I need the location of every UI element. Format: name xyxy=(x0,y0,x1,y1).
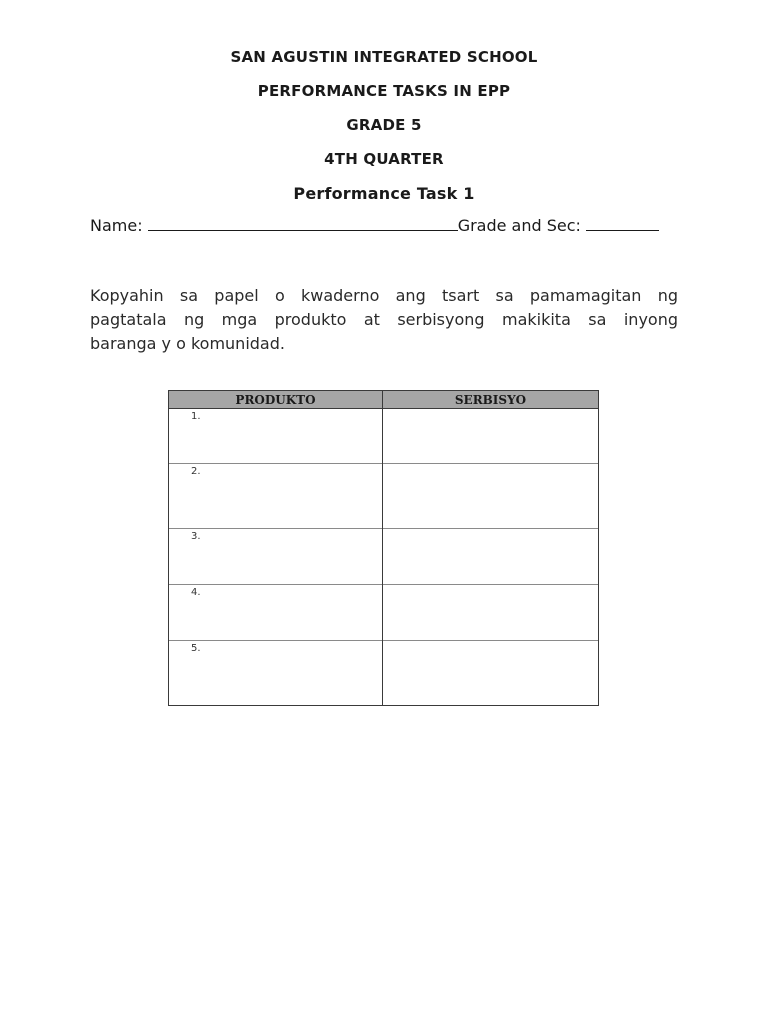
column-header-serbisyo: SERBISYO xyxy=(383,391,599,409)
serbisyo-cell xyxy=(383,409,599,464)
instructions-line-2: pagtatala ng mga produkto at serbisyong makikita sa inyong xyxy=(90,310,678,329)
instructions-line-3: baranga y o komunidad. xyxy=(90,334,285,353)
name-grade-row xyxy=(90,216,680,235)
school-name: SAN AGUSTIN INTEGRATED SCHOOL xyxy=(230,48,538,66)
column-header-produkto: PRODUKTO xyxy=(169,391,383,409)
instructions-paragraph xyxy=(90,284,678,356)
name-label: Name: xyxy=(90,216,143,235)
serbisyo-cell xyxy=(383,641,599,706)
row-number: 3. xyxy=(169,529,383,585)
grade-sec-label: Grade and Sec: xyxy=(457,216,581,235)
task-title: Performance Task 1 xyxy=(293,184,475,203)
table-header-row xyxy=(169,391,599,409)
quarter-label: 4TH QUARTER xyxy=(324,150,444,168)
serbisyo-cell xyxy=(383,529,599,585)
table-row xyxy=(169,529,599,585)
row-number: 4. xyxy=(169,585,383,641)
table-row xyxy=(169,464,599,529)
instructions-line-1: Kopyahin sa papel o kwaderno ang tsart sa pamamagitan ng xyxy=(90,286,678,305)
grade-sec-blank-line xyxy=(586,216,659,231)
products-services-table xyxy=(168,390,599,706)
subject-title: PERFORMANCE TASKS IN EPP xyxy=(257,82,511,100)
grade-level: GRADE 5 xyxy=(346,116,422,134)
table-row xyxy=(169,409,599,464)
name-blank-line xyxy=(148,216,458,231)
row-number: 5. xyxy=(169,641,383,706)
table-row xyxy=(169,641,599,706)
row-number: 2. xyxy=(169,464,383,529)
serbisyo-cell xyxy=(383,464,599,529)
row-number: 1. xyxy=(169,409,383,464)
table-row xyxy=(169,585,599,641)
serbisyo-cell xyxy=(383,585,599,641)
